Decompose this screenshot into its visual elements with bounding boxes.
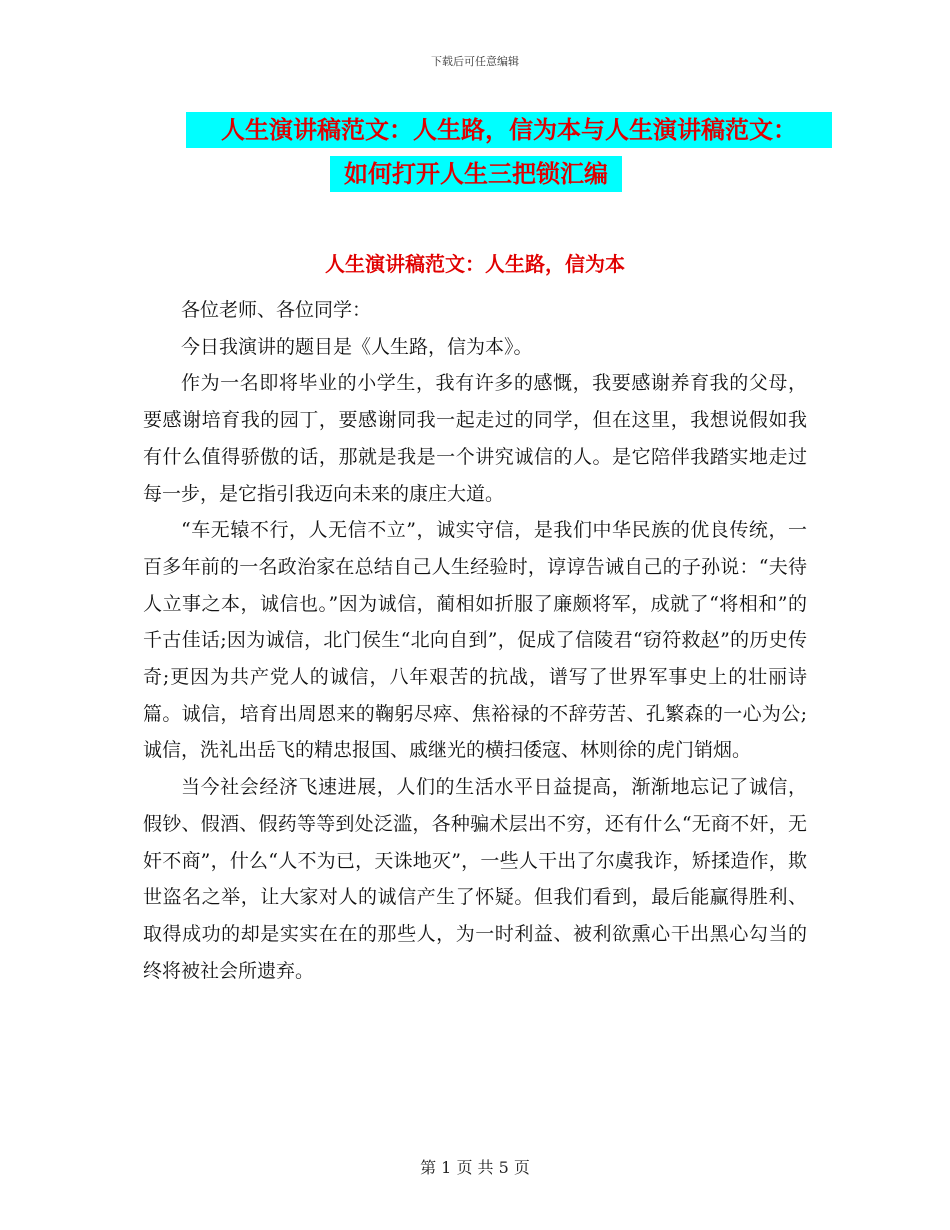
title-line-2: 如何打开人生三把锁汇编	[330, 156, 622, 192]
paragraph-topic: 今日我演讲的题目是《人生路，信为本》。	[181, 335, 533, 358]
section-subtitle: 人生演讲稿范文：人生路，信为本	[325, 252, 625, 276]
paragraph: 当今社会经济飞速进展，人们的生活水平日益提高，渐渐地忘记了诚信，假钞、假酒、假药等等到处泛滥，各种骗术层出不穷，还有什么“无商不奸，无奸不商”，什么“人不为已，天诛地灭”，一些人干出了尔虞我诈，矫揉造作，欺世盗名之举，让大家对人的诚信产生了怀疑。但我们看到，最后能赢得胜利、取得成功的却是实实在在的那些人，为一时利益、被利欲熏心干出黑心勾当的终将被社会所遗弃。	[143, 776, 807, 982]
paragraph: 作为一名即将毕业的小学生，我有许多的感慨，我要感谢养育我的父母，要感谢培育我的园丁，要感谢同我一起走过的同学，但在这里，我想说假如我有什么值得骄傲的话，那就是我是一个讲究诚信的人。是它陪伴我踏实地走过每一步，是它指引我迈向未来的康庄大道。	[143, 372, 807, 505]
page-number-footer: 第 1 页 共 5 页	[420, 1158, 530, 1177]
body-text	[143, 292, 807, 989]
paragraph-greeting: 各位老师、各位同学：	[181, 299, 372, 321]
page-header-note: 下载后可任意编辑	[431, 55, 519, 68]
title-line-1: 人生演讲稿范文：人生路，信为本与人生演讲稿范文：	[186, 112, 832, 148]
paragraph: “车无辕不行，人无信不立”，诚实守信，是我们中华民族的优良传统，一百多年前的一名政治家在总结自己人生经验时，谆谆告诫自己的子孙说：“夫待人立事之本，诚信也。”因为诚信，蔺相如折服了廉颇将军，成就了“将相和”的千古佳话;因为诚信，北门侯生“北向自到”，促成了信陵君“窃符救赵”的历史传奇;更因为共产党人的诚信，八年艰苦的抗战，谱写了世界军事史上的壮丽诗篇。诚信，培育出周恩来的鞠躬尽瘁、焦裕禄的不辞劳苦、孔繁森的一心为公;诚信，洗礼出岳飞的精忠报国、戚继光的横扫倭寇、林则徐的虎门销烟。	[143, 519, 807, 762]
